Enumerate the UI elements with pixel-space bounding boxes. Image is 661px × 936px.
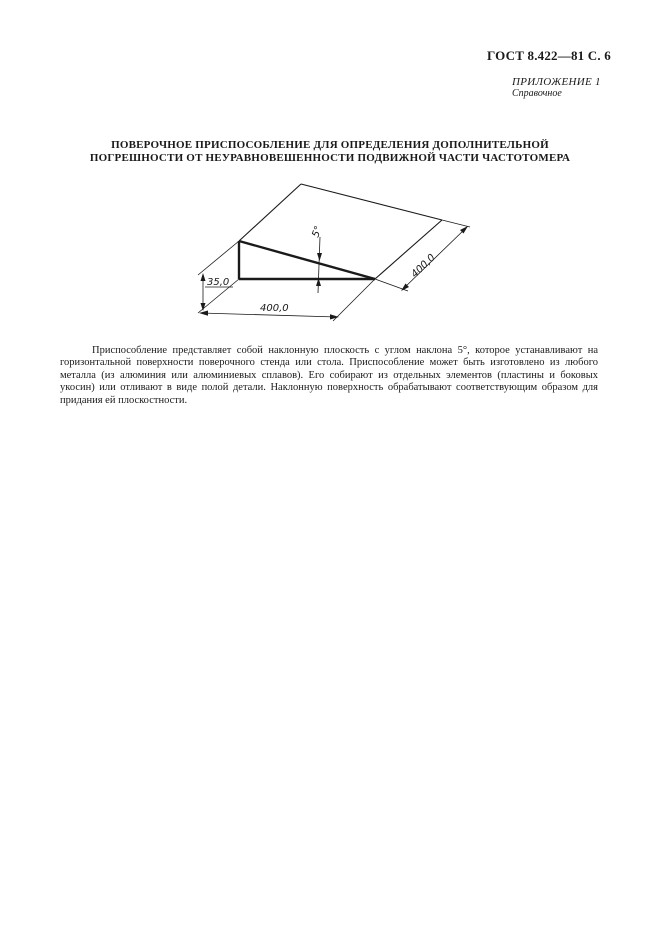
top-edge-back (301, 184, 442, 220)
description-paragraph: Приспособление представляет собой наклонную плоскость с углом наклона 5°, которое устанавливают на горизонтальной поверхности поверочного стенда или стола. Приспособление может быть изготовлено из любого металла (из алюминия или алюминиевых сплавов). Его собирают из отдельных элементов (пластины и боковых укосин) или отливают в виде полой детали. Наклонную поверхность обрабатывают соответствующим образом для придания ей плоскостности. (60, 345, 598, 406)
wedge-drawing (180, 175, 480, 325)
appendix-note: Справочное (512, 88, 562, 99)
document-title-line-1: ПОВЕРОЧНОЕ ПРИСПОСОБЛЕНИЕ ДЛЯ ОПРЕДЕЛЕНИЯ ДОПОЛНИТЕЛЬНОЙ (111, 139, 549, 151)
top-edge-right (375, 220, 442, 279)
length-ext-right (333, 279, 375, 321)
width-ext-back (442, 220, 470, 227)
appendix-label: ПРИЛОЖЕНИЕ 1 (512, 76, 601, 88)
document-title (60, 139, 600, 165)
front-face-slope (239, 241, 375, 279)
height-ext-top (198, 241, 239, 275)
document-title-line-2: ПОГРЕШНОСТИ ОТ НЕУРАВНОВЕШЕННОСТИ ПОДВИЖНОЙ ЧАСТИ ЧАСТОТОМЕРА (89, 152, 571, 164)
height-arrow-top (201, 273, 206, 281)
page-header-standard-ref: ГОСТ 8.422—81 С. 6 (486, 48, 611, 63)
length-dimension-label: 400,0 (260, 303, 289, 314)
width-dimension-label: 400,0 (409, 252, 438, 281)
top-edge-left (239, 184, 301, 241)
angle-dimension-label: 5° (310, 224, 325, 240)
angle-arrow-top (317, 253, 322, 261)
height-dimension-label: 35,0 (207, 277, 230, 288)
length-arrow-right (330, 314, 339, 319)
appendix-block (512, 76, 622, 100)
